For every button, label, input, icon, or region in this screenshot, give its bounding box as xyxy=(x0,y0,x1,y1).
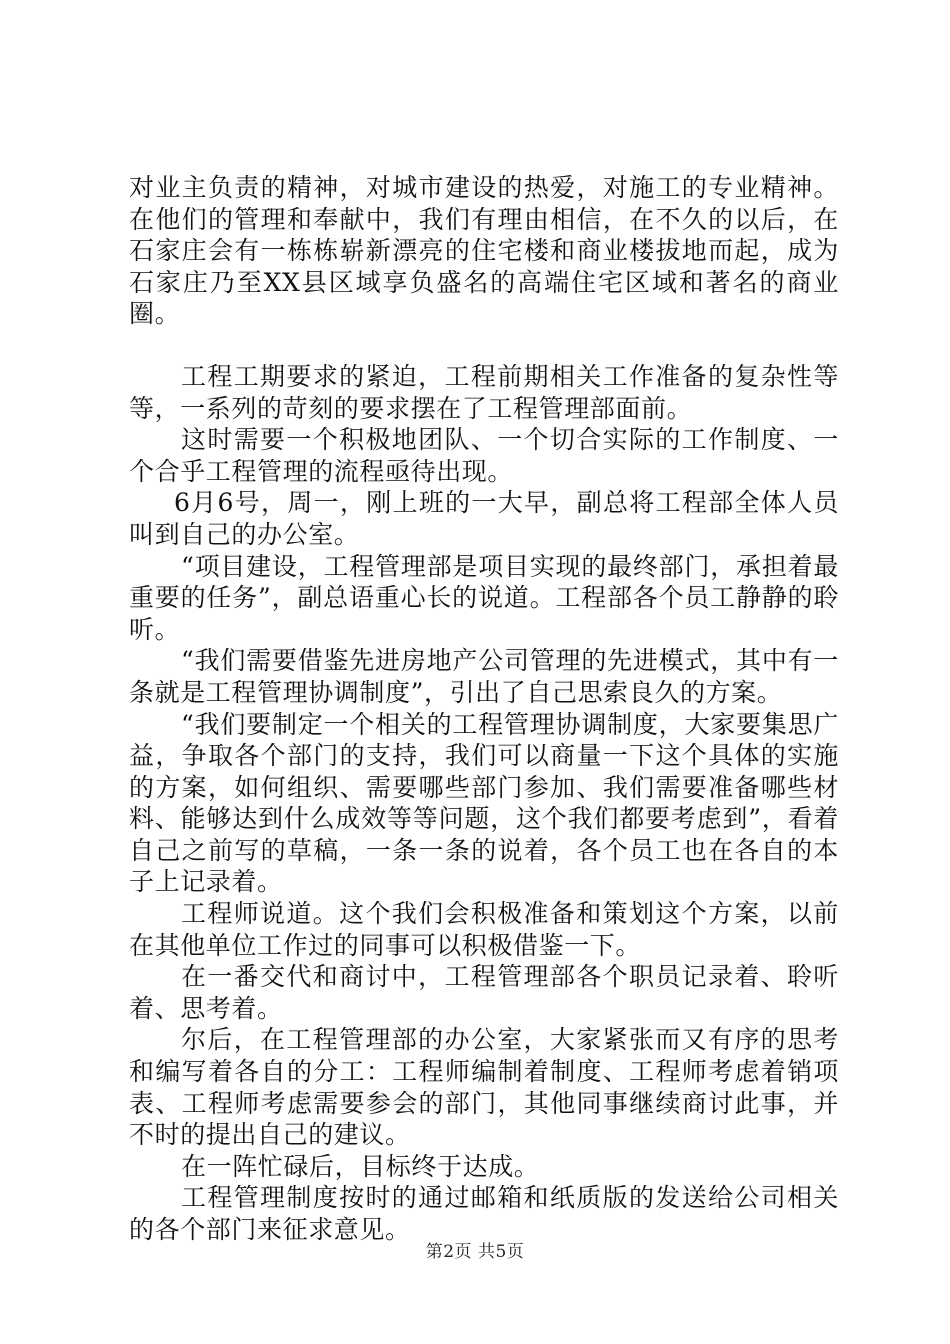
paragraph-8: 工程师说道。这个我们会积极准备和策划这个方案，以前在其他单位工作过的同事可以积极借鉴一下。 xyxy=(129,899,839,960)
paragraph-5: “项目建设，工程管理部是项目实现的最终部门，承担着最重要的任务”，副总语重心长的说道。工程部各个员工静静的聆听。 xyxy=(129,551,839,644)
page-number-footer: 第2页 共5页 xyxy=(425,1242,525,1262)
document-body xyxy=(129,172,839,1246)
paragraph-7: “我们要制定一个相关的工程管理协调制度，大家要集思广益，争取各个部门的支持，我们可以商量一下这个具体的实施的方案，如何组织、需要哪些部门参加、我们需要准备哪些材料、能够达到什么成效等等问题，这个我们都要考虑到”，看着自己之前写的草稿，一条一条的说着，各个员工也在各自的本子上记录着。 xyxy=(129,709,839,897)
paragraph-10: 尔后，在工程管理部的办公室，大家紧张而又有序的思考和编写着各自的分工：工程师编制着制度、工程师考虑着销项表、工程师考虑需要参会的部门，其他同事继续商讨此事，并不时的提出自己的建议。 xyxy=(129,1025,839,1150)
paragraph-2: 工程工期要求的紧迫，工程前期相关工作准备的复杂性等等，一系列的苛刻的要求摆在了工程管理部面前。 xyxy=(129,361,839,423)
paragraph-4: 6月6号，周一，刚上班的一大早，副总将工程部全体人员叫到自己的办公室。 xyxy=(129,488,839,549)
paragraph-3: 这时需要一个积极地团队、一个切合实际的工作制度、一个合乎工程管理的流程亟待出现。 xyxy=(129,425,839,486)
paragraph-11: 在一阵忙碌后，目标终于达成。 xyxy=(181,1151,540,1181)
paragraph-9: 在一番交代和商讨中，工程管理部各个职员记录着、聆听着、思考着。 xyxy=(129,962,839,1023)
paragraph-6: “我们需要借鉴先进房地产公司管理的先进模式，其中有一条就是工程管理协调制度”，引出了自己思索良久的方案。 xyxy=(129,646,839,707)
paragraph-1: 对业主负责的精神，对城市建设的热爱，对施工的专业精神。在他们的管理和奉献中，我们有理由相信，在不久的以后，在石家庄会有一栋栋崭新漂亮的住宅楼和商业楼拔地而起，成为石家庄乃至XX县区域享负盛名的高端住宅区域和著名的商业圈。 xyxy=(129,173,839,329)
paragraph-12: 工程管理制度按时的通过邮箱和纸质版的发送给公司相关的各个部门来征求意见。 xyxy=(129,1183,839,1244)
